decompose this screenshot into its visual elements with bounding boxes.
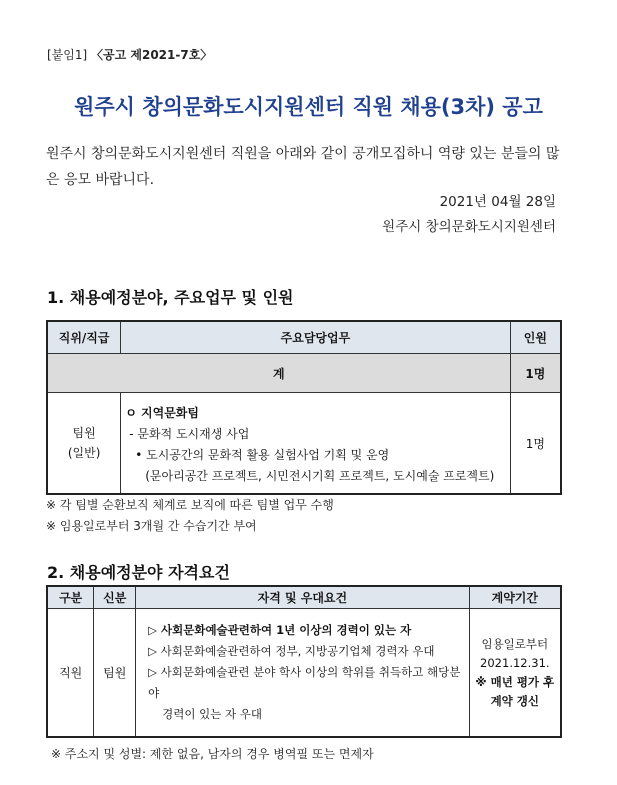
qualification-table — [46, 585, 562, 738]
recruitment-table — [46, 320, 562, 495]
requirement-3a: ▷ 사회문화예술관련 분야 학사 이상의 학위를 취득하고 해당분야 — [148, 665, 461, 700]
period-line-2: 2021.12.31. — [480, 655, 550, 670]
table-row — [47, 393, 561, 495]
col-period: 계약기간 — [469, 586, 561, 609]
section1-heading: 1. 채용예정분야, 주요업무 및 인원 — [47, 288, 294, 307]
section2-heading: 2. 채용예정분야 자격요건 — [47, 563, 230, 582]
table-header-row — [47, 586, 561, 609]
requirements-cell — [136, 609, 469, 738]
team-name: ㅇ 지역문화팀 — [125, 406, 199, 420]
period-cell — [469, 609, 561, 738]
count-cell: 1명 — [510, 393, 561, 495]
status-cell: 팀원 — [94, 609, 136, 738]
requirement-2: ▷ 사회문화예술관련하여 정부, 지방공기업체 경력자 우대 — [148, 644, 435, 658]
total-count: 1명 — [510, 354, 561, 393]
col-category: 구분 — [47, 586, 94, 609]
intro-text: 원주시 창의문화도시지원센터 직원을 아래와 같이 공개모집하니 역량 있는 분들의 많은 응모 바랍니다. — [46, 146, 560, 188]
attachment-label: [붙임1] — [47, 48, 88, 62]
announcement-date: 2021년 04월 28일 — [439, 194, 556, 210]
category-cell: 직원 — [47, 609, 94, 738]
eligibility-footnote: ※ 주소지 및 성별: 제한 없음, 남자의 경우 병역필 또는 면제자 — [51, 747, 374, 761]
period-line-3: ※ 매년 평가 후 — [475, 674, 555, 689]
period-line-4: 계약 갱신 — [490, 693, 540, 708]
duty-line-2: • 도시공간의 문화적 활용 실험사업 기획 및 운영 — [135, 448, 390, 462]
page-title: 원주시 창의문화도시지원센터 직원 채용(3차) 공고 — [74, 95, 543, 119]
notice-number: 〈공고 제2021-7호〉 — [91, 48, 213, 62]
position-grade: (일반) — [67, 446, 101, 460]
col-duty: 주요담당업무 — [121, 321, 510, 354]
col-count: 인원 — [510, 321, 561, 354]
requirement-3b: 경력이 있는 자 우대 — [162, 707, 262, 721]
attachment-header — [47, 46, 212, 63]
table-row — [47, 609, 561, 738]
col-requirements: 자격 및 우대요건 — [136, 586, 469, 609]
total-row — [47, 354, 561, 393]
position-cell — [47, 393, 121, 495]
duty-line-1: - 문화적 도시재생 사업 — [129, 427, 250, 441]
requirement-1: ▷ 사회문화예술관련하여 1년 이상의 경력이 있는 자 — [148, 623, 412, 637]
organization-name: 원주시 창의문화도시지원센터 — [382, 219, 556, 235]
col-status: 신분 — [94, 586, 136, 609]
total-label: 계 — [47, 354, 510, 393]
col-position: 직위/직급 — [47, 321, 121, 354]
table-header-row — [47, 321, 561, 354]
position-title: 팀원 — [72, 426, 96, 440]
duty-line-3: (문아리공간 프로젝트, 시민전시기획 프로젝트, 도시예술 프로젝트) — [145, 469, 495, 483]
period-line-1: 임용일로부터 — [481, 636, 549, 651]
note-1: ※ 각 팀별 순환보직 체계로 보직에 따른 팀별 업무 수행 — [46, 498, 334, 512]
duty-cell — [121, 393, 510, 495]
note-2: ※ 임용일로부터 3개월 간 수습기간 부여 — [46, 519, 257, 533]
